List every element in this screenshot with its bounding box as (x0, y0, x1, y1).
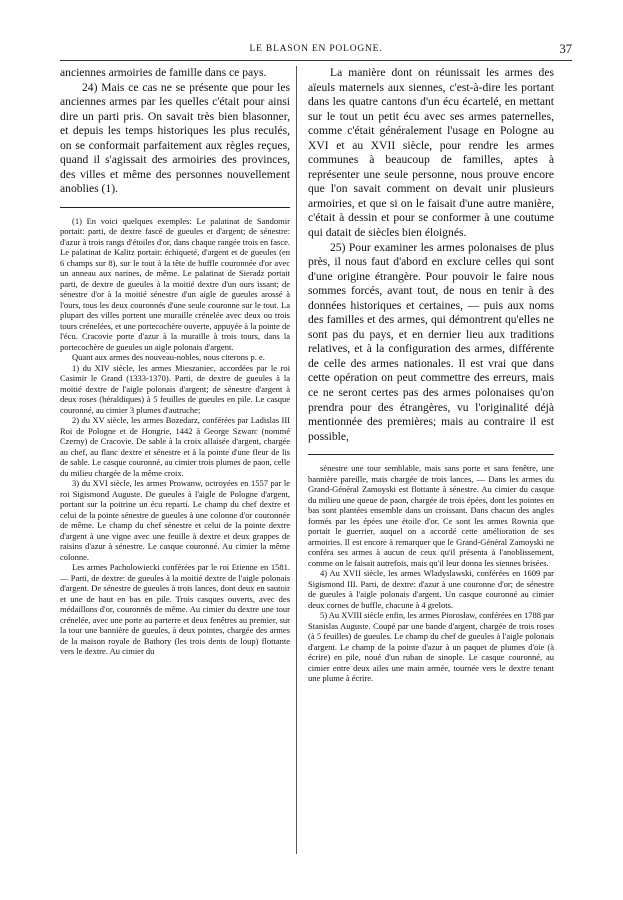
footnote: (1) En voici quelques exemples: Le palatinat de Sandomir portait: parti, de dextre fascé de gueules et d'argent; de sénestre: d'azur à trois rangs d'étoiles d'or, dans chaque rangée trois en fasce. Le palatinat de Kalitz portait: échiqueté, d'argent et de gueules (en 6 champs sur 8), sur le tout à la tête de buffle couronnée d'or avec un anneau aux narines, de même. Le palatinat de Sieradz portait parti, de dextre de gueules à la moitié dextre d'un ours issant; de sénestre d'or à la moitié sénestre d'un aigle de gueules arossé à l'ours, tous les deux couronnés d'une seule couronne sur le tout. La plupart des villes portent une muraille crénelée avec deux ou trois tours crénelées, et une portecochère ouverte, appuyée à la pointe de l'écu. Cracovie porte d'azur à la muraille à trois tours, dans la portecochère de gueules un aigle polonais d'argent. (60, 215, 290, 352)
right-column (308, 66, 554, 684)
body-paragraph: 25) Pour examiner les armes polonaises de plus près, il nous faut d'abord en exclure celles qui sont d'une origine étrangère. Pour pouvoir le faire nous sommes forcés, avant tout, de nous en tenir à des données historiques et certaines, — puis aux noms des familles et des armes, qui démontrent qu'elles ne sont pas du pays, et en dernier lieu aux traditions relatives, et à la configuration des armes, différente de celle des armes nationales. Il est vrai que dans cette opération on peut commettre des erreurs, mais ce ne seront certes pas des armes polonaises qu'on prendra pour des étrangères, vu l'originalité déjà mentionnée des premières; mais au contraire il est possible, (308, 240, 554, 443)
footnote: 1) du XIV siècle, les armes Mieszaniec, accordées par le roi Casimir le Grand (1333-1370). Parti, de dextre de gueules à la moitié dextre de l'aigle polonais d'argent; de sénestre d'argent à deux roses (héraldiques) à 5 feuilles de gueules en pile. Le casque couronné, au cimier 3 plumes d'autruche; (60, 362, 290, 415)
page-number: 37 (559, 42, 572, 56)
footnote-separator (60, 207, 290, 208)
page-header (60, 44, 572, 61)
running-title: LE BLASON EN POLOGNE. (249, 44, 383, 54)
footnote: 3) du XVI siècle, les armes Prowanw, octroyées en 1557 par le roi Sigismond Auguste. De gueules à l'aigle de Pologne d'argent, portant sur la poitrine un écu reparti. Le champ du chef dextre et celui de la pointe sénestre de gueules à une colonne d'or couronnée de même. Le champ du chef sénestre et celui de la pointe dextre d'argent à une vigne avec une feuille à dextre et deux grappes de raisins d'azur à sénestre. Le casque couronné. Au cimier la même colonne. (60, 478, 290, 562)
left-column (60, 66, 290, 657)
footnote: Quant aux armes des nouveau-nobles, nous citerons p. e. (72, 352, 265, 363)
body-paragraph: 24) Mais ce cas ne se présente que pour les anciennes armes par les quelles c'était pour ainsi dire un parti pris. On savait très bien blasonner, et depuis les temps historiques les plus reculés, on se conformait parfaitement aux règles reçues, quand il s'agissait des armoiries des provinces, des villes et même des personnes nouvellement anoblies (1). (60, 80, 290, 196)
footnote: 2) du XV siècle, les armes Bozedarz, conférées par Ladislas III Roi de Pologne et de Hongrie, 1442 à George Szwarc (nommé Czerny) de Cracovie. De sable à la croix allaisée d'argent, chargée au chef, au flanc dextre et sénestre et à la pointe d'une fleur de lis de sable. Le casque couronné, au cimier trois plumes de paon, celle du milieu chargée de la même croix. (60, 415, 290, 478)
footnote: 5) Au XVIII siècle enfin, les armes Piorosław, conférées en 1788 par Stanislas Auguste. Coupé par une bande d'argent, chargée de trois roses (à 5 feuilles) de gueules. Le champ du chef de gueules à l'aigle polonais d'argent. Le champ de la pointe d'azur à un paquet de plumes d'oie (à écrire) en pile, noué d'un ruban de sinople. Le casque couronné, au cimier entre deux ailes une main armée, tournée vers le dextre tenant une plume à écrire. (308, 610, 554, 684)
body-paragraph: anciennes armoiries de famille dans ce pays. (60, 66, 267, 79)
footnote: sénestre une tour semblable, mais sans porte et sans fenêtre, une bannière pareille, mais chargée de trois lances, — Dans les armes du Grand-Général Zamoyski est flottante à sénestre. Au cimier du casque du milieu une queue de paon, chargée de trois épées, dont les pointes en bas sont plantées ensemble dans un croissant. Dans chacun des angles formés par les épées une étoile d'or. Ce sont les armes Rownia que portait le guerrier, auquel on a accordé cette amélioration de ses armoiries. Il est encore à remarquer que le Grand-Général Zamoyski ne conféra ses armes à aucun de ceux qu'il présenta à l'anoblissement, comme on le faisait autrefois, mais qu'il leur donna les siennes brisées. (308, 463, 554, 568)
column-divider (296, 66, 297, 854)
body-paragraph: La manière dont on réunissait les armes des aïeuls maternels aux siennes, c'est-à-dire les portant dans les quatre cantons d'un écu écartelé, en mettant sur le tout un petit écu avec ses armes paternelles, comme c'était généralement l'usage en Pologne au XVI et au XVII siècle, pour rendre les armes communes à beaucoup de familles, aptes à représenter une seule personne, nous prouve encore que l'on savait comment on devait unir plusieurs armoiries, et que si on le faisait d'une autre manière, c'était à dessin et pour se conformer à une coutume qui datait de siècles bien éloignés. (308, 66, 554, 240)
footnote: 4) Au XVII siècle, les armes Wladyslawski, conférées en 1609 par Sigismond III. Parti, de dextre: d'azur à une couronne d'or; de sénestre de gueules à l'aigle polonais d'argent. Un casque couronné au cimier deux cornes de buffle, chacune à 4 grelots. (308, 568, 554, 610)
footnote-separator (308, 454, 554, 455)
footnote: Les armes Pacholowiecki conférées par le roi Etienne en 1581. — Parti, de dextre: de gueules à la moitié dextre de l'aigle polonais d'argent. De sénestre de gueules à trois lances, dont deux en sautoir et une de haut en bas en pile. Trois casques ouverts, avec des médaillons d'or, couronnés de même. Au cimier du dextre une tour crénelée, avec une porte au parterre et deux fenêtres au premier, sur la tour une bannière de gueules, à deux pointes, chargée des armes de la maison royale de Bathory (les trois dents de loup) flottante vers le dextre. Au cimier du (60, 562, 290, 657)
